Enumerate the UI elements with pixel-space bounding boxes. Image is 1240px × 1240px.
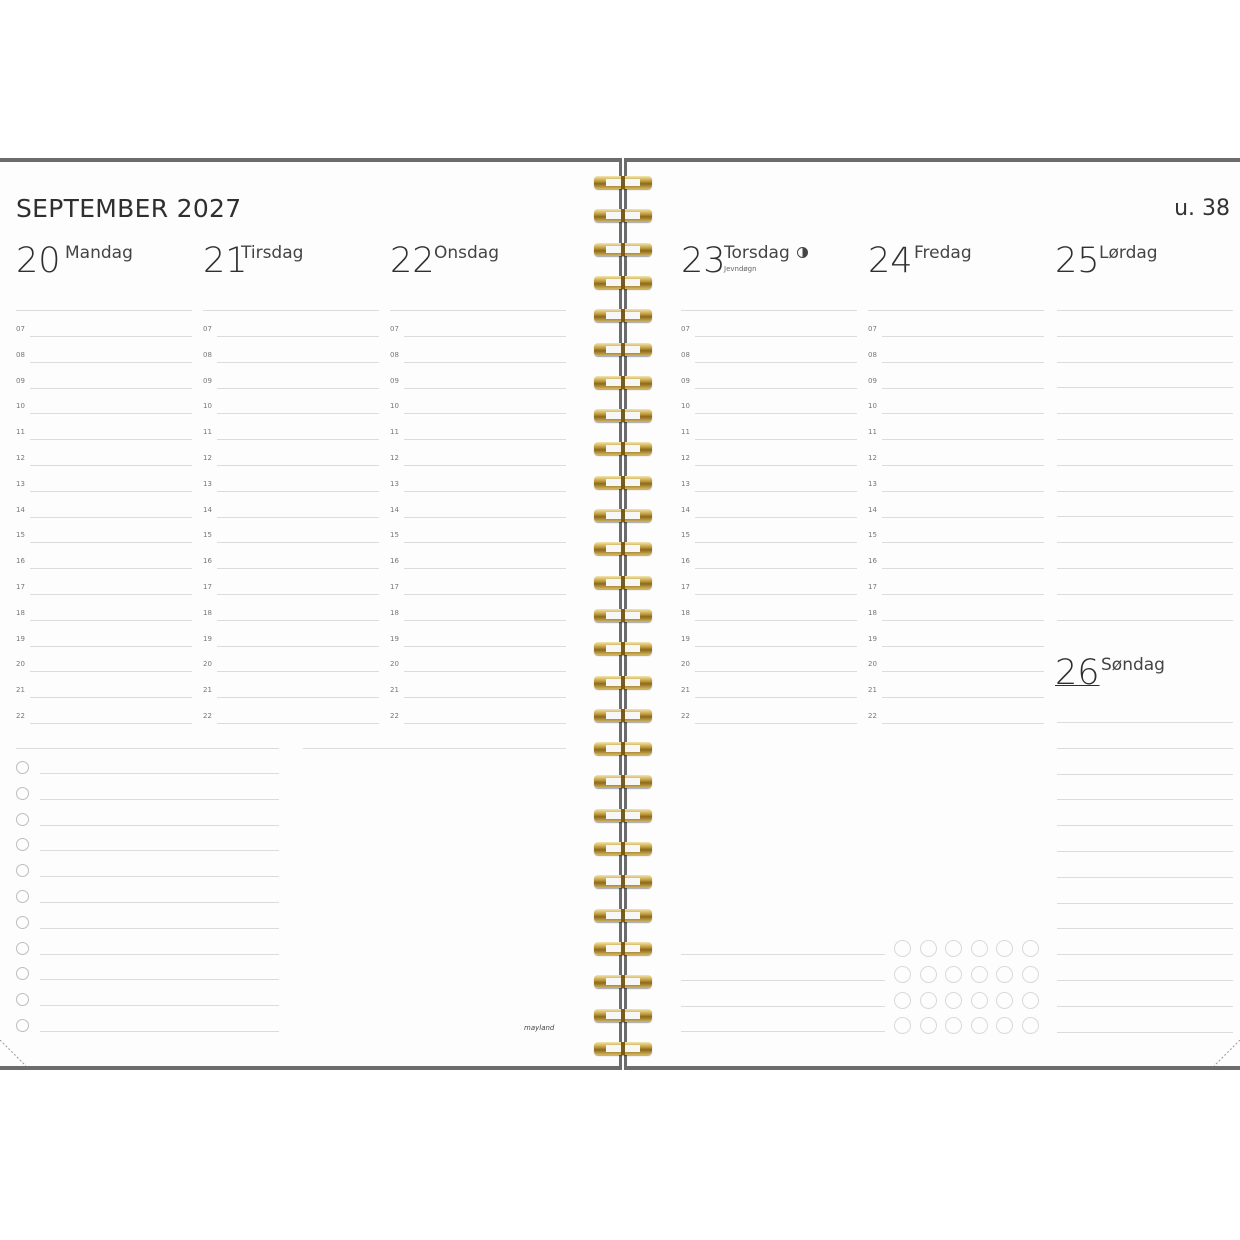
hour-line [695,517,857,518]
todo-line [40,1005,279,1006]
notes-top-line [303,748,566,749]
saturday-line [1057,516,1233,517]
hour-line [217,517,379,518]
left-corner-perforation [0,1040,26,1066]
tracker-circle [894,992,911,1009]
day-divider-line [681,310,857,311]
hour-label: 18 [681,608,690,617]
hour-line [404,697,566,698]
day-divider-line [868,310,1044,311]
binding-ring [594,376,652,389]
hour-label: 17 [203,583,212,591]
saturday-line [1057,542,1233,543]
hour-label: 09 [16,376,25,385]
hour-label: 18 [390,608,399,617]
tracker-circle [1022,966,1039,983]
hour-label: 12 [390,454,399,462]
hour-label: 21 [16,686,25,695]
hour-label: 19 [390,634,399,643]
hour-label: 14 [681,505,690,514]
day-name: Fredag [914,243,972,263]
hour-line [30,413,192,414]
hour-label: 22 [203,712,212,720]
binding-ring [594,709,652,722]
binding-ring [594,609,652,622]
hour-label: 14 [868,505,877,514]
hour-label: 12 [868,454,877,462]
hour-label: 11 [681,428,690,437]
tracker-circle [996,966,1013,983]
saturday-line [1057,413,1233,414]
binding-ring [594,775,652,788]
hour-label: 08 [390,350,399,359]
binding-ring [594,676,652,689]
saturday-line [1057,439,1233,440]
day-name: Onsdag [434,243,500,263]
hour-label: 15 [868,531,877,540]
day-number: 21 [203,241,248,281]
hour-line [695,697,857,698]
hour-line [217,594,379,595]
hour-line [695,646,857,647]
hour-line [30,439,192,440]
hour-line [882,362,1044,363]
hour-line [217,491,379,492]
binding-ring [594,1009,652,1022]
tracker-circle [971,940,988,957]
hour-label: 15 [390,531,399,540]
todo-line [40,825,279,826]
hour-line [404,542,566,543]
hour-line [404,646,566,647]
hour-line [695,620,857,621]
hour-label: 17 [868,583,877,591]
hour-line [882,465,1044,466]
hour-label: 19 [868,634,877,643]
binding-ring [594,975,652,988]
hour-label: 09 [868,376,877,385]
binding-ring [594,909,652,922]
hour-label: 08 [681,350,690,359]
day-subtitle: Jevndøgn [724,265,757,273]
tracker-circle [945,940,962,957]
hour-label: 21 [203,686,212,695]
hour-label: 21 [868,686,877,695]
hour-line [217,465,379,466]
binding-ring [594,343,652,356]
hour-label: 10 [868,402,877,411]
hour-label: 11 [390,428,399,437]
hour-label: 20 [16,660,25,669]
hour-line [30,491,192,492]
hour-label: 19 [16,634,25,643]
hour-label: 07 [203,325,212,333]
hour-line [882,697,1044,698]
binding-ring [594,276,652,289]
hour-line [217,568,379,569]
notes-line [681,1031,885,1032]
hour-line [217,646,379,647]
sunday-line [1057,928,1233,929]
hour-line [695,413,857,414]
hour-line [882,413,1044,414]
binding-ring [594,1042,652,1055]
hour-label: 15 [16,531,25,540]
day-divider-line [390,310,566,311]
hour-label: 19 [681,634,690,643]
hour-label: 15 [203,531,212,540]
hour-line [30,697,192,698]
day-name: Lørdag [1099,243,1158,263]
tracker-circle [971,992,988,1009]
hour-line [217,542,379,543]
hour-label: 12 [16,454,25,462]
binding-ring [594,842,652,855]
hour-label: 14 [16,505,25,514]
half-moon-icon [797,247,808,258]
todo-line [40,799,279,800]
hour-line [30,646,192,647]
saturday-line [1057,620,1233,621]
hour-label: 12 [203,454,212,462]
tracker-circle [1022,940,1039,957]
hour-line [30,336,192,337]
day-number: 24 [868,241,913,281]
binding-ring [594,176,652,189]
todo-checkbox [16,787,29,800]
hour-line [695,465,857,466]
hour-label: 16 [868,557,877,566]
hour-label: 22 [390,712,399,720]
day-name: Søndag [1101,655,1165,675]
hour-line [882,336,1044,337]
hour-label: 09 [203,376,212,385]
hour-label: 07 [868,325,877,333]
hour-label: 20 [868,660,877,669]
hour-label: 07 [681,325,690,333]
hour-label: 16 [390,557,399,566]
tracker-circle [894,966,911,983]
hour-line [882,568,1044,569]
notes-line [681,954,885,955]
saturday-line [1057,568,1233,569]
hour-line [695,336,857,337]
hour-label: 17 [16,583,25,591]
hour-line [404,620,566,621]
todo-checkbox [16,916,29,929]
left-page [0,158,622,1070]
hour-line [882,594,1044,595]
right-page [624,158,1240,1070]
tracker-circle [971,1017,988,1034]
hour-line [695,671,857,672]
sunday-line [1057,980,1233,981]
hour-line [695,388,857,389]
hour-line [30,723,192,724]
hour-label: 11 [868,428,877,437]
hour-line [882,517,1044,518]
hour-label: 16 [681,557,690,566]
sunday-line [1057,748,1233,749]
hour-label: 11 [16,428,25,437]
day-number: 26 [1055,653,1100,693]
tracker-circle [920,966,937,983]
hour-line [404,362,566,363]
binding-ring [594,576,652,589]
hour-label: 07 [390,325,399,333]
hour-line [882,439,1044,440]
todo-checkbox [16,890,29,903]
hour-line [882,542,1044,543]
sunday-line [1057,954,1233,955]
hour-label: 08 [16,350,25,359]
month-year-title: SEPTEMBER 2027 [16,194,242,223]
hour-line [30,594,192,595]
hour-line [30,362,192,363]
day-name: Torsdag [724,243,790,263]
hour-label: 13 [16,479,25,488]
saturday-line [1057,310,1233,311]
hour-line [882,646,1044,647]
hour-label: 20 [203,660,212,669]
hour-line [217,697,379,698]
notes-line [681,980,885,981]
sunday-line [1057,1006,1233,1007]
hour-label: 08 [868,350,877,359]
hour-label: 16 [203,557,212,566]
hour-label: 14 [390,505,399,514]
hour-line [404,671,566,672]
saturday-line [1057,594,1233,595]
todo-line [40,902,279,903]
hour-line [404,439,566,440]
tracker-circle [920,940,937,957]
binding-ring [594,875,652,888]
todo-line [40,928,279,929]
sunday-line [1057,1032,1233,1033]
saturday-line [1057,465,1233,466]
hour-label: 17 [681,583,690,591]
hour-line [695,362,857,363]
hour-line [404,491,566,492]
binding-ring [594,476,652,489]
hour-line [217,388,379,389]
hour-line [404,723,566,724]
hour-label: 22 [16,712,25,720]
hour-label: 10 [681,402,690,411]
hour-label: 21 [681,686,690,695]
todo-checkbox [16,813,29,826]
hour-label: 09 [390,376,399,385]
hour-label: 10 [16,402,25,411]
sunday-line [1057,825,1233,826]
hour-line [30,542,192,543]
right-corner-perforation [1214,1040,1240,1066]
hour-label: 18 [203,608,212,617]
hour-label: 21 [390,686,399,695]
hour-label: 15 [681,531,690,540]
binding-ring [594,509,652,522]
saturday-line [1057,491,1233,492]
binding-ring [594,542,652,555]
tracker-circle [920,992,937,1009]
day-number: 20 [16,241,61,281]
binding-ring [594,409,652,422]
tracker-circle [996,992,1013,1009]
day-number: 25 [1055,241,1100,281]
day-number: 23 [681,241,726,281]
hour-label: 13 [868,479,877,488]
hour-label: 14 [203,505,212,514]
hour-line [30,671,192,672]
hour-label: 22 [868,712,877,720]
tracker-circle [945,992,962,1009]
tracker-circle [894,940,911,957]
hour-line [404,336,566,337]
hour-line [404,465,566,466]
todo-checkbox [16,1019,29,1032]
sunday-line [1057,799,1233,800]
saturday-line [1057,387,1233,388]
todo-line [40,876,279,877]
hour-line [404,388,566,389]
hour-label: 16 [16,557,25,566]
hour-line [882,388,1044,389]
hour-line [30,620,192,621]
todo-top-line [16,748,279,749]
tracker-circle [1022,992,1039,1009]
todo-checkbox [16,761,29,774]
hour-line [30,465,192,466]
binding-ring [594,309,652,322]
tracker-circle [971,966,988,983]
saturday-line [1057,362,1233,363]
todo-line [40,1031,279,1032]
hour-label: 13 [390,479,399,488]
hour-label: 13 [203,479,212,488]
hour-line [30,568,192,569]
hour-line [404,594,566,595]
binding-ring [594,209,652,222]
tracker-circle [1022,1017,1039,1034]
hour-label: 11 [203,428,212,437]
hour-line [217,723,379,724]
saturday-line [1057,336,1233,337]
binding-ring [594,243,652,256]
hour-line [30,517,192,518]
day-divider-line [16,310,192,311]
hour-line [695,491,857,492]
hour-label: 07 [16,325,25,333]
todo-line [40,979,279,980]
hour-label: 13 [681,479,690,488]
hour-line [882,491,1044,492]
sunday-line [1057,851,1233,852]
binding-ring [594,809,652,822]
hour-label: 10 [203,402,212,411]
day-divider-line [203,310,379,311]
day-name: Tirsdag [241,243,304,263]
hour-label: 10 [390,402,399,411]
week-number: u. 38 [1174,196,1230,221]
sunday-line [1057,722,1233,723]
hour-line [404,568,566,569]
todo-checkbox [16,942,29,955]
todo-line [40,954,279,955]
hour-line [404,413,566,414]
hour-label: 17 [390,583,399,591]
hour-label: 22 [681,712,690,720]
hour-line [695,439,857,440]
hour-line [695,723,857,724]
hour-line [217,362,379,363]
hour-line [882,671,1044,672]
hour-label: 20 [681,660,690,669]
hour-label: 20 [390,660,399,669]
sunday-line [1057,774,1233,775]
hour-label: 08 [203,350,212,359]
hour-line [30,388,192,389]
binding-ring [594,742,652,755]
hour-line [217,620,379,621]
tracker-circle [945,966,962,983]
hour-line [404,517,566,518]
binding-ring [594,642,652,655]
hour-label: 19 [203,634,212,643]
hour-label: 18 [16,608,25,617]
hour-line [217,336,379,337]
todo-line [40,850,279,851]
hour-label: 18 [868,608,877,617]
hour-line [695,568,857,569]
hour-line [695,594,857,595]
hour-line [882,620,1044,621]
hour-label: 09 [681,376,690,385]
notes-line [681,1006,885,1007]
hour-line [217,439,379,440]
hour-line [882,723,1044,724]
day-name: Mandag [65,243,133,263]
brand-logo: mayland [524,1024,555,1032]
sunday-line [1057,903,1233,904]
binding-ring [594,442,652,455]
hour-line [217,671,379,672]
binding-ring [594,942,652,955]
sunday-line [1057,877,1233,878]
hour-line [695,542,857,543]
todo-line [40,773,279,774]
tracker-circle [996,940,1013,957]
hour-label: 12 [681,454,690,462]
hour-line [217,413,379,414]
day-number: 22 [390,241,435,281]
tracker-circle [920,1017,937,1034]
